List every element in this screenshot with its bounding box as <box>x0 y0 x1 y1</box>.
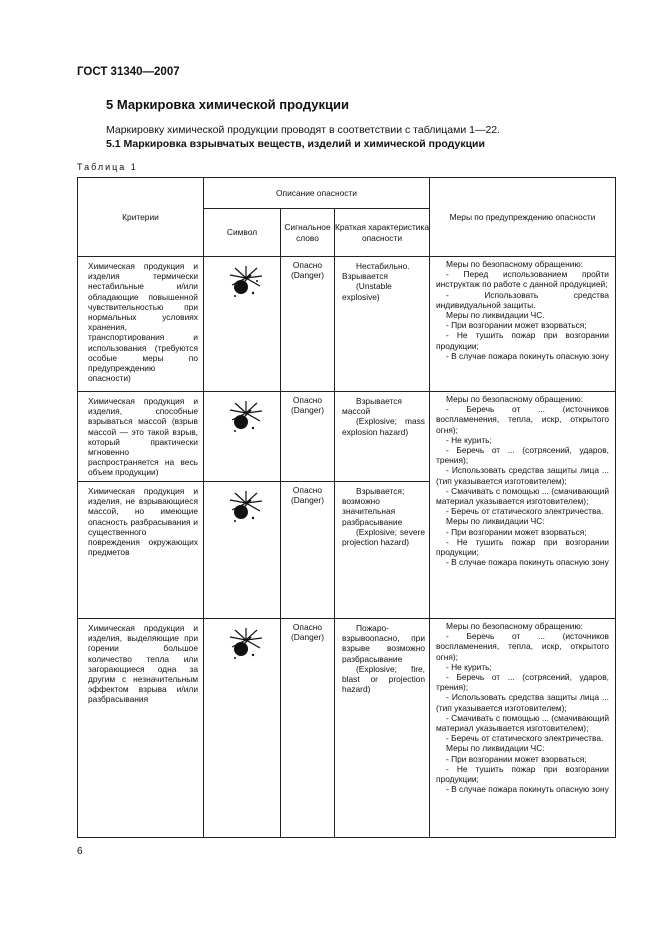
signal-word-cell: Опасно (Danger) <box>281 619 335 838</box>
measure-line: - Не курить; <box>446 661 492 672</box>
criteria-cell: Химическая продукция и изделия, не взрывающиеся массой, но имеющие опасность разбрасывания и существенного повреждения окружающих предметов <box>78 482 204 619</box>
measure-line: Меры по безопасному обращению: <box>446 394 583 404</box>
document-header: ГОСТ 31340—2007 <box>77 66 180 78</box>
measure-line: - Беречь от ... (источников воспламенения, тепла, искр, открытого огня); <box>436 631 609 662</box>
measure-line: - Беречь от статического электричества. <box>446 506 604 517</box>
header-criteria: Критерии <box>78 178 204 257</box>
hazard-statement-english: (Explosive; fire, blast or projection hazard) <box>342 663 425 695</box>
measure-line: - Беречь от ... (источников воспламенения, тепла, искр, открытого огня); <box>436 404 609 435</box>
measures-cell <box>430 619 616 838</box>
measure-line: - Беречь от ... (сотрясений, ударов, трения); <box>436 672 609 693</box>
measure-line: - Использовать средства защиты лица ... (тип указывается изготовителем); <box>436 692 609 713</box>
hazard-statement: Взрывается массой <box>342 396 402 417</box>
measure-line: - Перед использованием пройти инструктаж по работе с данной продукцией; <box>436 269 609 290</box>
measure-line: - Не тушить пожар при возгорании продукции; <box>436 763 609 785</box>
section-title: 5 Маркировка химической продукции <box>106 97 349 112</box>
header-hazard-description: Описание опасности <box>204 178 430 209</box>
measure-line: - При возгорании может взорваться; <box>446 526 587 537</box>
table-row <box>78 257 616 392</box>
measure-line: - Смачивать с помощью ... (смачивающий материал указывается изготовителем); <box>436 485 609 507</box>
table-label: Таблица 1 <box>77 162 138 172</box>
measure-line: - Беречь от статического электричества. <box>446 733 604 744</box>
signal-word-cell: Опасно (Danger) <box>281 482 335 619</box>
header-measures: Меры по предупреждению опасности <box>430 178 616 257</box>
measure-line: - Смачивать с помощью ... (смачивающий материал указывается изготовителем); <box>436 712 609 734</box>
symbol-cell <box>204 619 281 838</box>
subsection-title: 5.1 Маркировка взрывчатых веществ, изделий и химической продукции <box>106 138 485 150</box>
signal-word-cell: Опасно (Danger) <box>281 257 335 392</box>
measure-line: Меры по ликвидации ЧС: <box>446 743 545 754</box>
table-row <box>78 392 616 482</box>
measure-line: - Использовать средства защиты лица ... (тип указывается изготовителем); <box>436 465 609 486</box>
hazard-description-cell <box>335 482 430 619</box>
header-signal-word: Сигнальное слово <box>281 209 335 257</box>
measure-line: - В случае пожара покинуть опасную зону <box>446 350 609 361</box>
hazard-statement-english: (Explosive; severe projection hazard) <box>342 526 425 548</box>
table-row <box>78 619 616 838</box>
exploding-bomb-icon <box>229 400 263 434</box>
exploding-bomb-icon <box>229 490 263 524</box>
measure-line: - При возгорании может взорваться; <box>446 320 587 331</box>
hazard-statement-english: (Explosive; mass explosion hazard) <box>342 416 425 437</box>
signal-word-cell: Опасно (Danger) <box>281 392 335 482</box>
measure-line: Меры по ликвидации ЧС. <box>446 310 545 321</box>
measure-line: Меры по ликвидации ЧС: <box>446 516 545 527</box>
hazard-description-cell <box>335 392 430 482</box>
table-header-row <box>78 178 616 209</box>
criteria-cell: Химическая продукция и изделия, способные взрываться массой (взрыв массой — это такой взрыв, который практически мгновенно распространяется на весь объем продукции) <box>78 392 204 482</box>
symbol-cell <box>204 257 281 392</box>
symbol-cell <box>204 482 281 619</box>
hazard-statement: Нестабильно. Взрывается <box>342 261 410 282</box>
page-number: 6 <box>77 846 83 857</box>
measure-line: - Использовать средства индивидуальной защиты. <box>436 289 609 310</box>
measure-line: - При возгорании может взорваться; <box>446 753 587 764</box>
measure-line: - Не курить; <box>446 434 492 445</box>
hazard-description-cell <box>335 619 430 838</box>
criteria-cell: Химическая продукция и изделия термически нестабильные и/или обладающие повышенной чувствительностью при нормальных условиях хранения, транспортирования и использования (требуются особые меры по предупреждению опасности) <box>78 257 204 392</box>
measure-line: - В случае пожара покинуть опасную зону <box>446 784 609 795</box>
criteria-cell: Химическая продукция и изделия, выделяющие при горении большое количество тепла или загорающиеся одна за другим с незначительным эффектом взрыва и/или разбрасывания <box>78 619 204 838</box>
header-short-description: Краткая характеристика опасности <box>335 209 430 257</box>
intro-paragraph: Маркировку химической продукции проводят в соответствии с таблицами 1—22. <box>106 124 501 136</box>
symbol-cell <box>204 392 281 482</box>
measure-line: - Не тушить пожар при возгорании продукции; <box>436 330 609 351</box>
exploding-bomb-icon <box>229 265 263 299</box>
hazard-marking-table <box>77 177 616 838</box>
header-symbol: Символ <box>204 209 281 257</box>
measure-line: - В случае пожара покинуть опасную зону <box>446 557 609 568</box>
hazard-description-cell <box>335 257 430 392</box>
hazard-statement: Взрывается; возможно значительная разбрасывание <box>342 486 405 527</box>
measures-cell <box>430 257 616 392</box>
exploding-bomb-icon <box>229 627 263 661</box>
measure-line: Меры по безопасному обращению: <box>446 621 583 631</box>
measures-cell-shared <box>430 392 616 619</box>
measure-line: Меры по безопасному обращению: <box>446 259 583 269</box>
hazard-statement-english: (Unstable explosive) <box>342 281 392 302</box>
measure-line: - Не тушить пожар при возгорании продукции; <box>436 536 609 558</box>
hazard-statement: Пожаро-взрывоопасно, при взрыве возможно разбрасывание <box>342 623 425 664</box>
measure-line: - Беречь от ... (сотрясений, ударов, трения); <box>436 445 609 466</box>
